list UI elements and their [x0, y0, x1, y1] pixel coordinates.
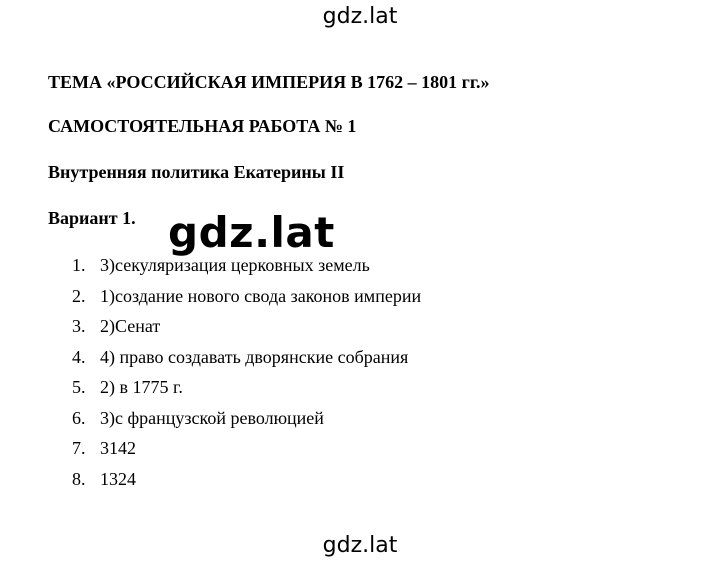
watermark-top: gdz.lat: [322, 4, 398, 29]
list-item: [72, 345, 421, 376]
watermark-bottom: gdz.lat: [322, 533, 398, 558]
answer-number: 7.: [72, 438, 86, 458]
list-item: [72, 406, 421, 437]
watermark-middle: gdz.lat: [168, 208, 335, 257]
answer-text: 1)создание нового свода законов империи: [100, 285, 422, 306]
list-item: [72, 284, 421, 315]
subtitle-heading: Внутренняя политика Екатерины II: [48, 162, 345, 182]
answer-number: 2.: [72, 285, 86, 306]
answer-text: 1324: [100, 468, 136, 489]
answer-text: 3)с французской революцией: [100, 407, 324, 428]
answer-text: 3)секуляризация церковных земель: [100, 255, 370, 275]
answer-text: 2) в 1775 г.: [100, 377, 183, 397]
list-item: [72, 314, 421, 345]
work-title-heading: САМОСТОЯТЕЛЬНАЯ РАБОТА № 1: [48, 116, 357, 136]
list-item: [72, 375, 421, 406]
list-item: [72, 436, 421, 467]
answer-number: 1.: [72, 255, 86, 275]
answer-number: 8.: [72, 468, 86, 489]
answer-text: 2)Сенат: [100, 316, 161, 336]
answer-number: 4.: [72, 346, 86, 367]
answer-number: 6.: [72, 407, 86, 428]
answer-number: 3.: [72, 316, 86, 336]
answer-number: 5.: [72, 377, 86, 397]
list-item: [72, 467, 421, 498]
document-theme-heading: ТЕМА «РОССИЙСКАЯ ИМПЕРИЯ В 1762 – 1801 гг.»: [48, 72, 490, 92]
variant-heading: Вариант 1.: [48, 208, 136, 228]
answer-text: 3142: [100, 438, 136, 458]
answers-list: [72, 253, 421, 497]
answer-text: 4) право создавать дворянские собрания: [100, 346, 409, 367]
list-item: [72, 253, 421, 284]
